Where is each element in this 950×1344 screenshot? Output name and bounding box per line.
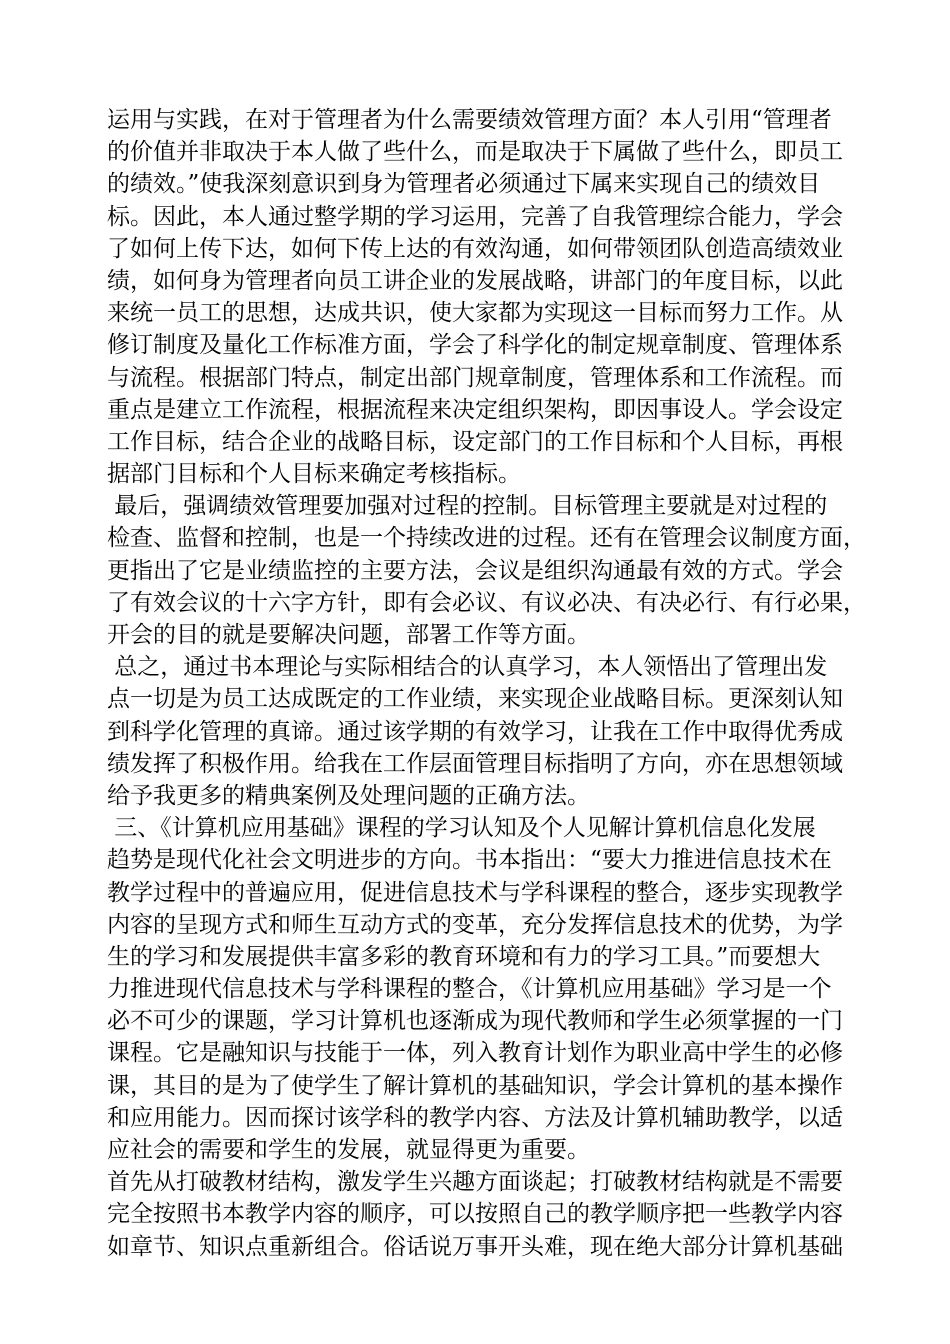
text-line: 生的学习和发展提供丰富多彩的教育环境和有力的学习工具。”而要想大 [107,943,821,970]
text-line: 趋势是现代化社会文明进步的方向。书本指出：“要大力推进信息技术在 [107,847,832,874]
text-line: 运用与实践，在对于管理者为什么需要绩效管理方面？本人引用“管理者 [107,107,832,133]
text-line: 重点是建立工作流程，根据流程来决定组织架构，即因事设人。学会设定 [107,396,843,423]
text-line: 三、《计算机应用基础》课程的学习认知及个人见解计算机信息化发展 [107,815,816,842]
text-line: 最后，强调绩效管理要加强对过程的控制。目标管理主要就是对过程的 [107,493,828,520]
text-line: 应社会的需要和学生的发展，就显得更为重要。 [107,1137,590,1163]
text-line: 和应用能力。因而探讨该学科的教学内容、方法及计算机辅助教学，以适 [107,1104,843,1131]
text-line: 课程。它是融知识与技能于一体，列入教育计划作为职业高中学生的必修 [107,1040,843,1067]
text-line: 教学过程中的普遍应用，促进信息技术与学科课程的整合，逐步实现教学 [107,879,843,906]
text-line: 如章节、知识点重新组合。俗话说万事开头难，现在绝大部分计算机基础 [107,1233,843,1260]
text-line: 的价值并非取决于本人做了些什么，而是取决于下属做了些什么，即员工 [107,139,843,166]
text-line: 绩发挥了积极作用。给我在工作层面管理目标指明了方向，亦在思想领域 [107,750,843,777]
text-line: 课，其目的是为了使学生了解计算机的基础知识，学会计算机的基本操作 [107,1072,843,1099]
text-line: 完全按照书本教学内容的顺序，可以按照自己的教学顺序把一些教学内容 [107,1201,843,1228]
text-line: 检查、监督和控制，也是一个持续改进的过程。还有在管理会议制度方面， [107,525,866,552]
text-line: 绩，如何身为管理者向员工讲企业的发展战略，讲部门的年度目标，以此 [107,267,843,294]
text-line: 首先从打破教材结构，激发学生兴趣方面谈起；打破教材结构就是不需要 [107,1169,843,1196]
text-line: 给予我更多的精典案例及处理问题的正确方法。 [107,782,590,809]
text-line: 点一切是为员工达成既定的工作业绩，来实现企业战略目标。更深刻认知 [107,686,843,713]
text-line: 开会的目的就是要解决问题，部署工作等方面。 [107,622,590,648]
text-line: 工作目标，结合企业的战略目标，设定部门的工作目标和个人目标，再根 [107,428,843,455]
text-line: 的绩效。”使我深刻意识到身为管理者必须通过下属来实现自己的绩效目 [107,171,821,198]
text-line: 修订制度及量化工作标准方面，学会了科学化的制定规章制度、管理体系 [107,332,843,359]
text-line: 更指出了它是业绩监控的主要方法，会议是组织沟通最有效的方式。学会 [107,557,843,584]
text-line: 了有效会议的十六字方针，即有会必议、有议必决、有决必行、有行必果， [107,589,866,616]
text-line: 标。因此，本人通过整学期的学习运用，完善了自我管理综合能力，学会 [107,203,843,230]
text-line: 必不可少的课题，学习计算机也逐渐成为现代教师和学生必须掌握的一门 [107,1008,843,1035]
text-line: 内容的呈现方式和师生互动方式的变革，充分发挥信息技术的优势，为学 [107,911,843,938]
text-line: 与流程。根据部门特点，制定出部门规章制度，管理体系和工作流程。而 [107,364,843,391]
text-line: 力推进现代信息技术与学科课程的整合，《计算机应用基础》学习是一个 [107,976,832,1003]
text-line: 总之，通过书本理论与实际相结合的认真学习，本人领悟出了管理出发 [107,654,828,681]
text-line: 据部门目标和个人目标来确定考核指标。 [107,461,521,488]
text-line: 来统一员工的思想，达成共识，使大家都为实现这一目标而努力工作。从 [107,300,843,327]
text-line: 了如何上传下达，如何下传上达的有效沟通，如何带领团队创造高绩效业 [107,235,843,262]
body-text [107,104,867,1263]
text-line: 到科学化管理的真谛。通过该学期的有效学习，让我在工作中取得优秀成 [107,718,843,745]
